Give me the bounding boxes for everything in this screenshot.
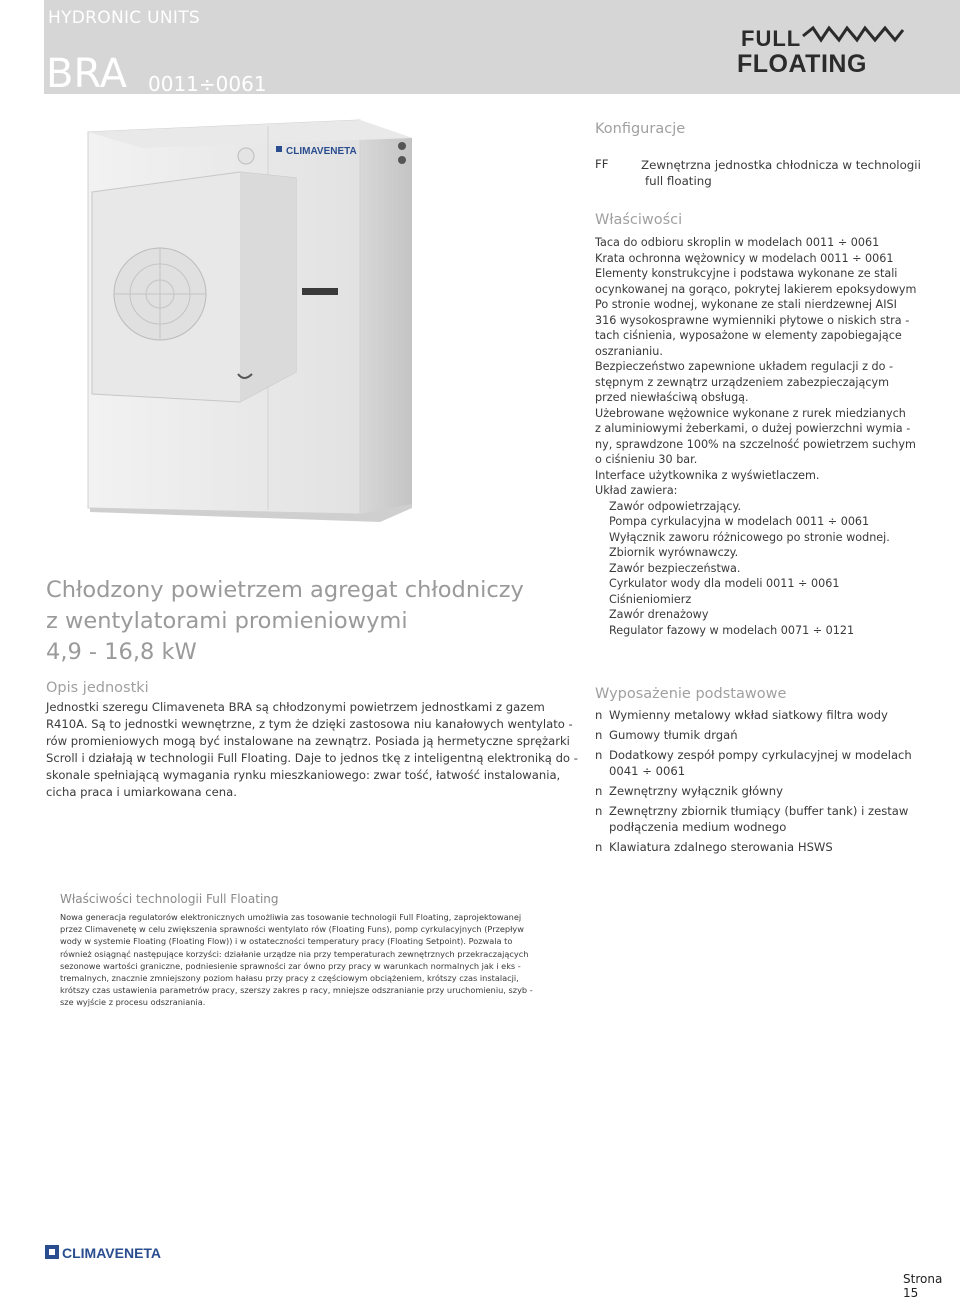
- wlasciwosci-line: Użebrowane wężownice wykonane z rurek miedzianych: [595, 406, 906, 420]
- konfiguracja-code: FF: [595, 157, 609, 171]
- wlasciwosci-body: [595, 235, 925, 638]
- page-number: Strona 15: [903, 1272, 943, 1300]
- opis-line: rów promieniowych mogą być instalowane na zewnątrz. Posiada ją hermetyczne sprężarki: [46, 734, 570, 748]
- main-title-capacity: 4,9 - 16,8 kW: [46, 639, 197, 665]
- uklad-item: Ciśnieniomierz: [609, 592, 692, 606]
- model-name: BRA: [46, 51, 127, 97]
- opis-line: Jednostki szeregu Climaveneta BRA są chłodzonymi powietrzem jednostkami z gazem: [46, 700, 545, 714]
- wlasciwosci-line: oszranianiu.: [595, 344, 663, 358]
- wyposazenie-list: [595, 707, 935, 859]
- wlasciwosci-line: Taca do odbioru skroplin w modelach 0011 ÷ 0061: [595, 236, 880, 249]
- wyposazenie-heading: Wyposażenie podstawowe: [595, 686, 787, 702]
- wlasciwosci-line: stępnym z zewnątrz urządzeniem zabezpieczającym: [595, 375, 890, 389]
- opis-body: [46, 699, 578, 801]
- wlasciwosci-line: o ciśnieniu 30 bar.: [595, 453, 698, 466]
- uklad-item: Regulator fazowy w modelach 0071 ÷ 0121: [609, 623, 855, 637]
- opis-line: skonale spełniającą wymagania rynku mieszkaniowego: zwar tość, łatwość instalowania,: [46, 768, 561, 782]
- technologia-heading: Właściwości technologii Full Floating: [60, 892, 279, 906]
- wyposazenie-item: [595, 747, 935, 779]
- wyposazenie-item: [595, 727, 935, 743]
- bullet-marker: n: [595, 748, 603, 762]
- main-title-line1: Chłodzony powietrzem agregat chłodniczy: [46, 577, 524, 603]
- wlasciwosci-line: ny, sprawdzone 100% na szczelność powietrzem suchym: [595, 437, 916, 451]
- uklad-item: Zbiornik wyrównawczy.: [609, 546, 739, 559]
- wlasciwosci-line: przed niewłaściwą obsługą.: [595, 391, 749, 404]
- wlasciwosci-line: ocynkowanej na gorąco, pokrytej lakierem epoksydowym: [595, 282, 917, 296]
- wlasciwosci-line: Interface użytkownika z wyświetlaczem.: [595, 468, 820, 482]
- uklad-item: Zawór drenażowy: [609, 608, 709, 621]
- wyposazenie-item-text-cont: 0041 ÷ 0061: [609, 764, 686, 778]
- technologia-line: również osiągnąć następujące korzyści: działanie urządze nia przy temperaturach zewnętrznych przekraczających: [60, 948, 529, 959]
- wlasciwosci-line: tach ciśnienia, wyposażone w elementy zapobiegające: [595, 329, 902, 342]
- technologia-line: wody w systemie Floating (Floating Flow)) i w ostateczności temperatury pracy (Floating Setpoint). Pozwala to: [60, 936, 513, 947]
- wlasciwosci-line: z aluminiowymi żeberkami, o dużej powierzchni wymia -: [595, 422, 911, 435]
- wyposazenie-item-text-cont: podłączenia medium wodnego: [609, 820, 787, 834]
- photo-brand-label: CLIMAVENETA: [286, 146, 357, 157]
- technologia-line: krótszy czas ustawienia parametrów pracy, szerszy zakres p racy, mniejsze odszranianie przy uruchomieniu, szyb -: [60, 985, 533, 996]
- konfiguracja-desc-line2: full floating: [645, 174, 712, 188]
- opis-heading: Opis jednostki: [46, 680, 149, 696]
- svg-text:FULL: FULL: [741, 26, 802, 51]
- uklad-item: Wyłącznik zaworu różnicowego po stronie wodnej.: [609, 530, 890, 544]
- technologia-line: przez Climavenetę w celu zwiększenia sprawności wentylato rów (Floating Funs), pomp cyrkulacyjnych (Przepływ: [60, 924, 524, 935]
- uklad-item: Zawór bezpieczeństwa.: [609, 561, 741, 575]
- footer-brand: CLIMAVENETA: [62, 1245, 162, 1261]
- product-photo: [60, 112, 450, 542]
- wlasciwosci-line: Bezpieczeństwo zapewnione układem regulacji z do -: [595, 360, 894, 373]
- wlasciwosci-line: Po stronie wodnej, wykonane ze stali nierdzewnej AISI: [595, 298, 897, 311]
- wlasciwosci-line: 316 wysokosprawne wymienniki płytowe o niskich stra -: [595, 313, 910, 327]
- technologia-line: sze wyjście z procesu odszraniania.: [60, 997, 206, 1008]
- wyposazenie-item-text: Dodatkowy zespół pompy cyrkulacyjnej w modelach: [609, 748, 912, 762]
- wlasciwosci-line: Układ zawiera:: [595, 484, 678, 497]
- wyposazenie-item: [595, 839, 935, 855]
- full-floating-logo: [735, 22, 910, 76]
- wyposazenie-item: [595, 803, 935, 835]
- wyposazenie-item-text: Zewnętrzny zbiornik tłumiący (buffer tank) i zestaw: [609, 804, 909, 818]
- technologia-line: tremalnych, znacznie zmniejszony poziom hałasu przy pracy z częściowym obciążeniem, krótszy czas instalacji,: [60, 973, 519, 984]
- wyposazenie-item-text: Gumowy tłumik drgań: [609, 728, 738, 742]
- svg-text:FLOATING: FLOATING: [737, 50, 867, 76]
- model-range: 0011÷0061: [148, 72, 267, 96]
- opis-line: Scroll i działają w technologii Full Floating. Daje to jednos tkę z inteligentną elektroniką do -: [46, 751, 578, 765]
- climaveneta-logo: [45, 1242, 173, 1262]
- uklad-item: Zawór odpowietrzający.: [609, 499, 742, 513]
- wyposazenie-item: [595, 707, 935, 723]
- uklad-item: Pompa cyrkulacyjna w modelach 0011 ÷ 0061: [609, 515, 870, 528]
- wyposazenie-item-text: Wymienny metalowy wkład siatkowy filtra wody: [609, 708, 888, 722]
- wyposazenie-item: [595, 783, 935, 799]
- wlasciwosci-heading: Właściwości: [595, 212, 683, 228]
- wlasciwosci-line: Elementy konstrukcyjne i podstawa wykonane ze stali: [595, 267, 898, 280]
- technologia-body: [60, 911, 560, 1009]
- wyposazenie-item-text: Klawiatura zdalnego sterowania HSWS: [609, 840, 833, 854]
- bullet-marker: n: [595, 804, 603, 818]
- opis-line: cicha praca i umiarkowana cena.: [46, 785, 237, 799]
- main-title: [46, 575, 566, 668]
- wlasciwosci-line: Krata ochronna wężownicy w modelach 0011 ÷ 0061: [595, 251, 894, 265]
- bullet-marker: n: [595, 840, 603, 854]
- opis-line: R410A. Są to jednostki wewnętrzne, z tym że dzięki zastosowa niu kanałowych wentylato -: [46, 717, 573, 731]
- bullet-marker: n: [595, 784, 603, 798]
- technologia-line: sezonowe wartości graniczne, podniesienie sprawności zar ówno przy pracy w warunkach normalnych jak i eks -: [60, 960, 521, 971]
- bullet-marker: n: [595, 708, 603, 722]
- konfiguracja-description: [641, 157, 921, 189]
- konfiguracje-heading: Konfiguracje: [595, 121, 686, 137]
- main-title-line2: z wentylatorami promieniowymi: [46, 608, 408, 634]
- technologia-line: Nowa generacja regulatorów elektronicznych umożliwia zas tosowanie technologii Full Floating, zaprojektowanej: [60, 912, 522, 922]
- wyposazenie-item-text: Zewnętrzny wyłącznik główny: [609, 784, 783, 798]
- uklad-item: Cyrkulator wody dla modeli 0011 ÷ 0061: [609, 577, 840, 590]
- category-label: HYDRONIC UNITS: [48, 8, 201, 28]
- konfiguracja-desc-line1: Zewnętrzna jednostka chłodnicza w technologii: [641, 158, 921, 172]
- bullet-marker: n: [595, 728, 603, 742]
